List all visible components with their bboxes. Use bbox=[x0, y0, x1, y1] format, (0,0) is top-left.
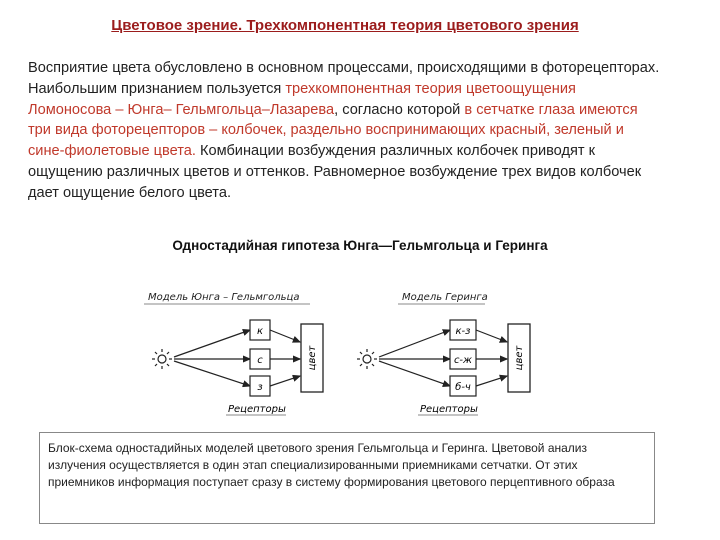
output-label: цвет bbox=[514, 345, 525, 371]
paragraph-text: Восприятие цвета обусловлено в основном процессами, происходящими в фоторецепторах. Наибольшим признанием пользуется bbox=[28, 60, 660, 97]
light-source-icon bbox=[357, 349, 377, 369]
receptors-caption: Рецепторы bbox=[420, 404, 478, 415]
light-source-icon bbox=[152, 349, 172, 369]
output-label: цвет bbox=[307, 345, 318, 371]
left-model-label: Модель Юнга – Гельмгольца bbox=[148, 292, 300, 303]
receptor-label: к-з bbox=[455, 326, 471, 337]
section-subtitle: Одностадийная гипотеза Юнга—Гельмгольца и Геринга bbox=[172, 238, 548, 253]
paragraph-highlight-theory: трехкомпонентная теория цветоощущения Ломоносова – Юнга– Гельмгольца–Лазарева bbox=[28, 80, 576, 118]
page-title: Цветовое зрение. Трехкомпонентная теория цветового зрения bbox=[111, 17, 579, 34]
right-model-label: Модель Геринга bbox=[402, 292, 488, 303]
receptor-label: с-ж bbox=[453, 355, 473, 366]
receptors-caption: Рецепторы bbox=[228, 404, 286, 415]
receptor-label: б-ч bbox=[455, 382, 471, 393]
receptor-label: с bbox=[257, 355, 263, 366]
receptor-label: з bbox=[257, 382, 263, 393]
paragraph-text: , согласно которой bbox=[334, 101, 465, 118]
receptor-label: к bbox=[256, 326, 264, 337]
model-diagram bbox=[120, 282, 550, 422]
intro-paragraph bbox=[28, 58, 660, 204]
paragraph-text: Комбинации возбуждения различных колбочек приводят к ощущению различных цветов и оттенков. Равномерное возбуждение трех видов колбочек дает ощущение белого цвета. bbox=[28, 143, 642, 201]
hering-model bbox=[357, 292, 530, 415]
paragraph-highlight-receptors: в сетчатке глаза имеются три вида фоторецепторов – колбочек, раздельно воспринимающих красный, зеленый и сине-фиолетовые цвета. bbox=[28, 101, 638, 160]
figure-caption: Блок-схема одностадийных моделей цветового зрения Гельмгольца и Геринга. Цветовой анализ излучения осуществляется в один этап специализированными приемниками сетчатки. От этих приемников информация поступает сразу в систему формирования цветового перцептивного образа bbox=[39, 432, 655, 524]
young-helmholtz-model bbox=[144, 292, 323, 415]
